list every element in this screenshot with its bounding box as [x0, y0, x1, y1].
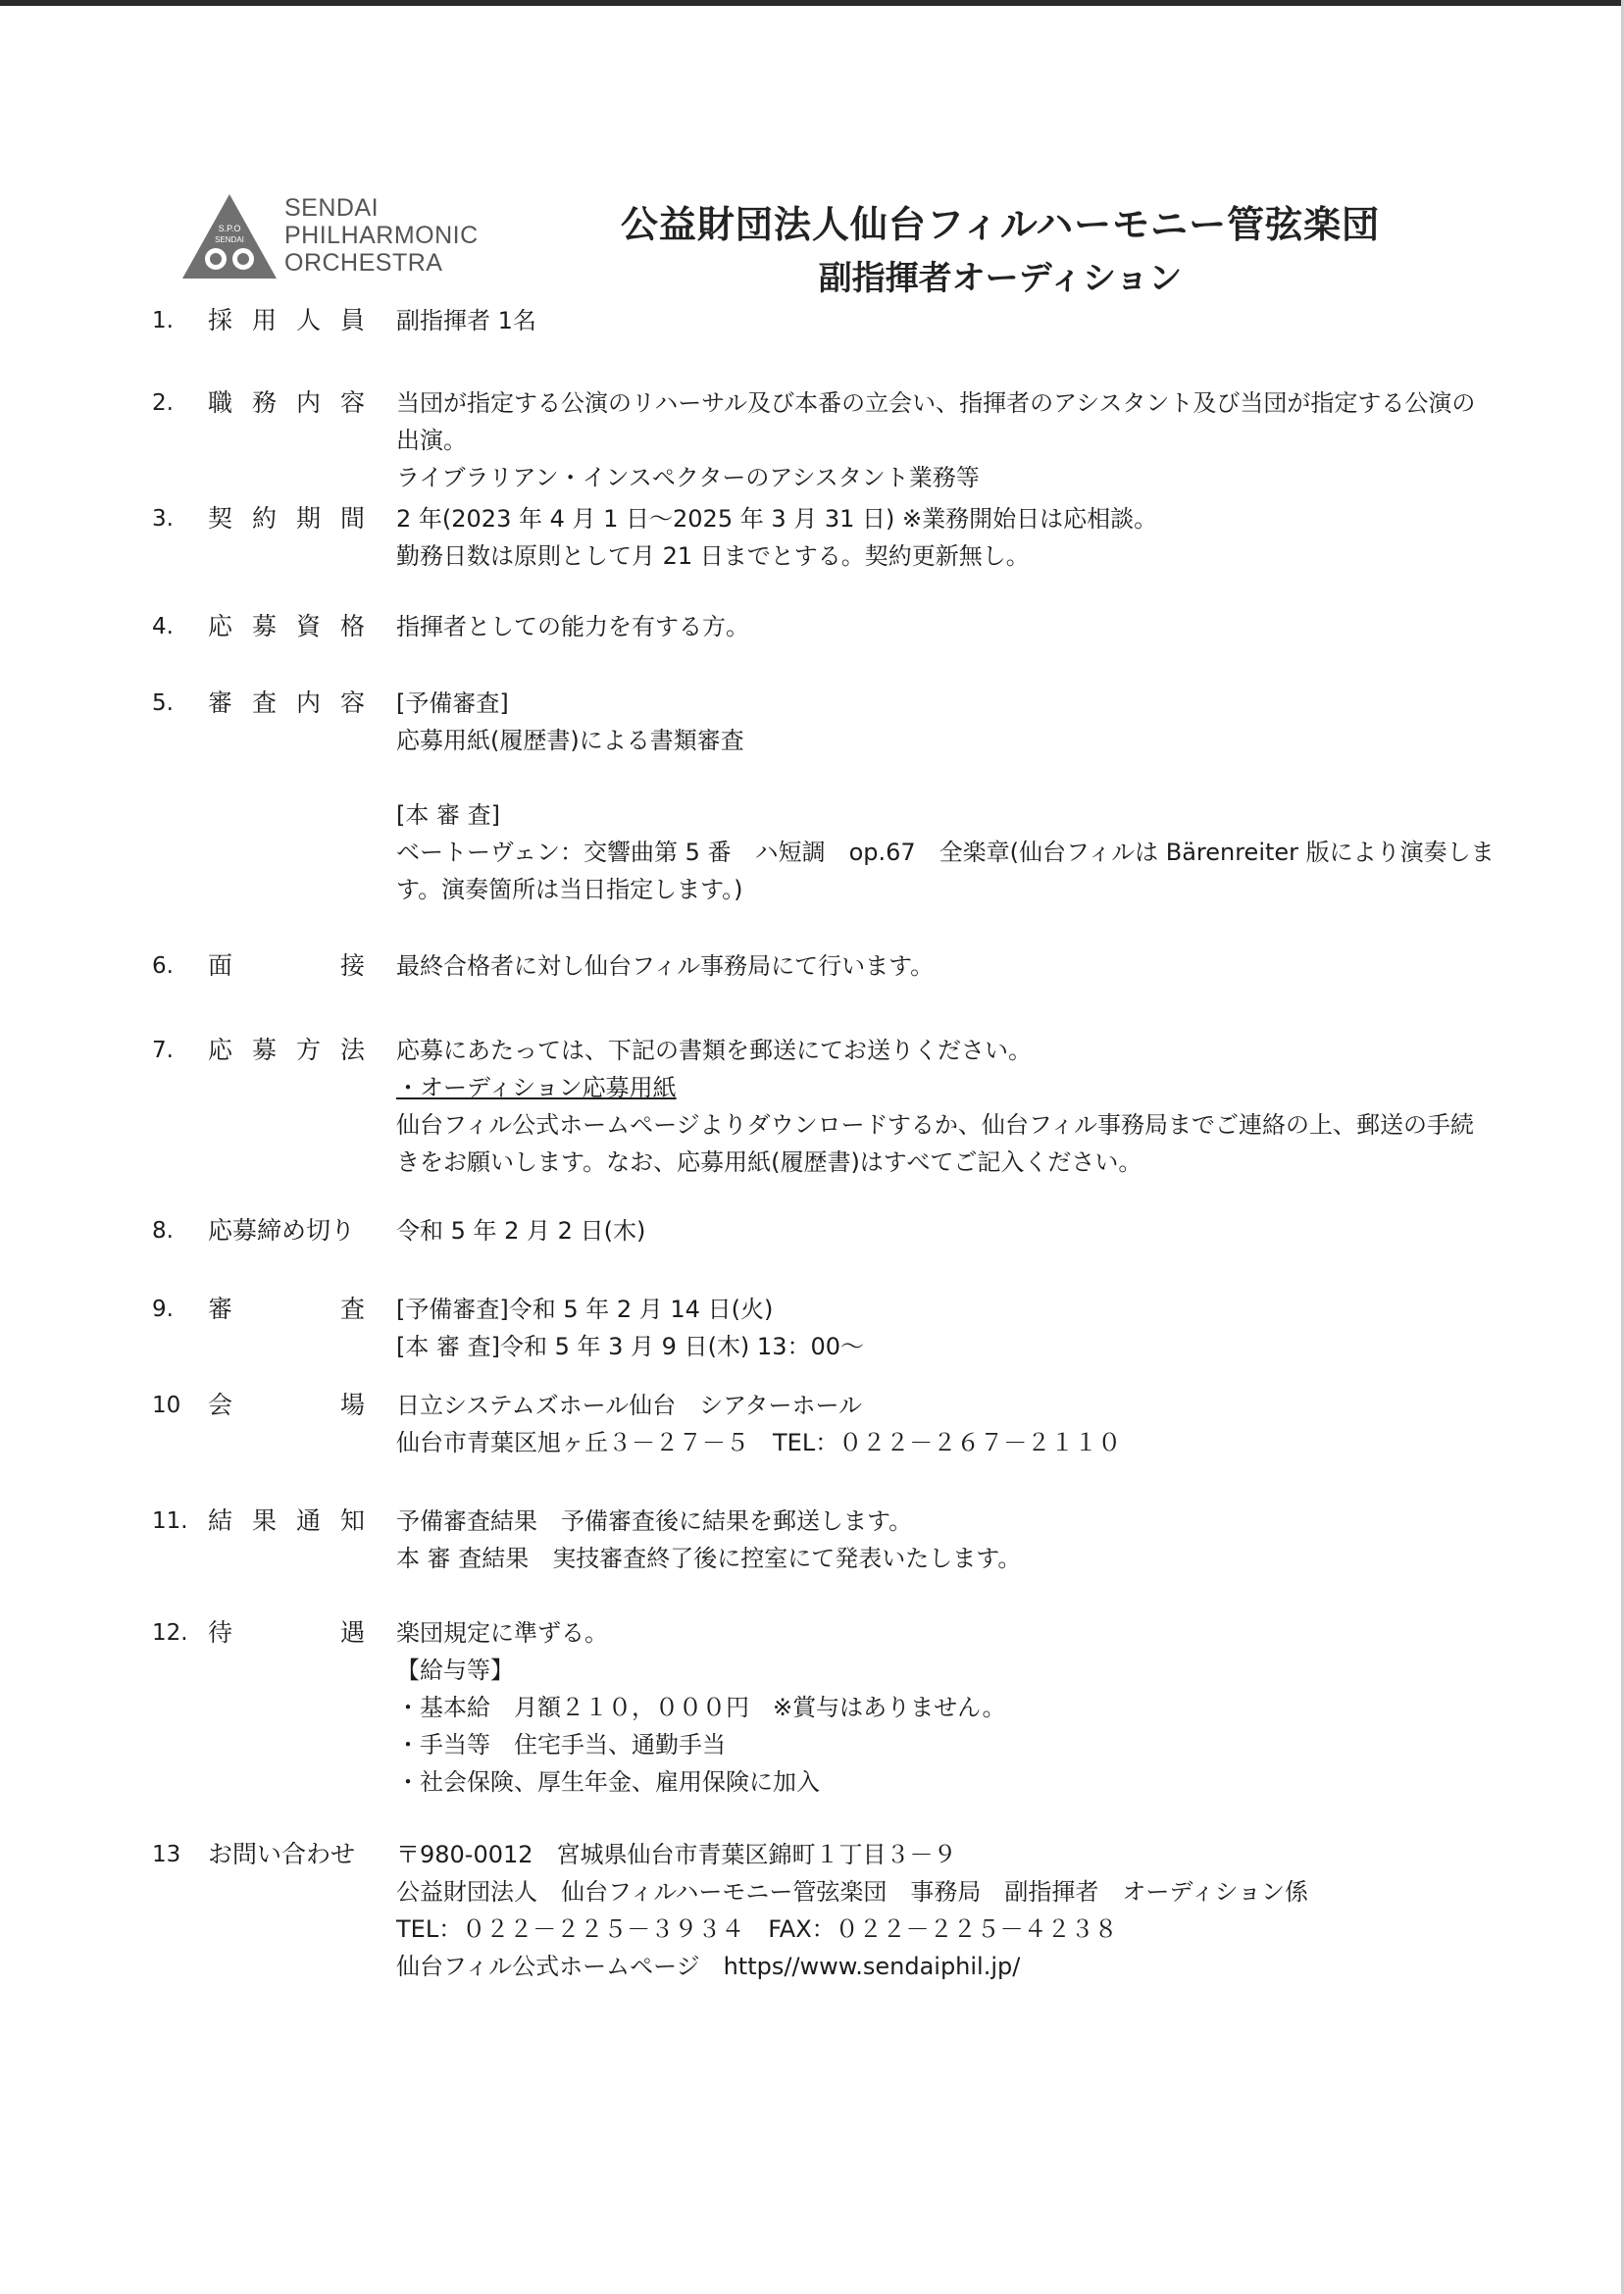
section-line: 最終合格者に対し仙台フィル事務局にて行います。 [396, 952, 935, 980]
section-label-char: 査 [251, 688, 277, 717]
section-number: 6. [152, 953, 174, 979]
section-label-char: 期 [295, 504, 321, 533]
section-line: 勤務日数は原則として月 21 日までとする。契約更新無し。 [396, 542, 1030, 570]
section-content [396, 1032, 1495, 1181]
section-label-char: 応 [208, 1036, 233, 1064]
section-line: [本 審 査] [396, 801, 500, 829]
section-label [208, 947, 365, 985]
section-number: 9. [152, 1297, 174, 1322]
section-line: 〒980-0012 宮城県仙台市青葉区錦町１丁目３－９ [396, 1841, 957, 1868]
section-label [208, 685, 365, 722]
section-line: [本 審 査]令和 5 年 3 月 9 日(木) 13：00～ [396, 1333, 864, 1360]
section-line: ・社会保険、厚生年金、雇用保険に加入 [396, 1768, 820, 1796]
section-label-char: 会 [208, 1391, 233, 1419]
section-line: 副指揮者 1名 [396, 307, 536, 334]
section-label-char: 内 [295, 388, 321, 417]
section-label-char: 職 [208, 388, 233, 417]
logo-badge-text-2: SENDAI [215, 235, 244, 244]
section-number: 3. [152, 506, 174, 532]
section-line: 予備審査結果 予備審査後に結果を郵送します。 [396, 1507, 913, 1535]
section-label-char: 採 [208, 306, 233, 334]
section-content [396, 685, 1495, 908]
section-label-char: 待 [208, 1618, 233, 1647]
section-line: TEL：０２２－２２５－３９３４ FAX：０２２－２２５－４２３８ [396, 1915, 1118, 1943]
section-line: ベートーヴェン：交響曲第 5 番 ハ短調 op.67 全楽章(仙台フィルは Bärenreiter 版により演奏します。演奏箇所は当日指定します。) [396, 839, 1495, 903]
section-label [208, 608, 365, 645]
logo-line: SENDAI [284, 194, 380, 222]
section-line: 仙台フィル公式ホームページよりダウンロードするか、仙台フィル事務局までご連絡の上、郵送の手続きをお願いします。なお、応募用紙(履歴書)はすべてご記入ください。 [396, 1111, 1474, 1176]
section-label-char: 場 [339, 1391, 365, 1419]
section-content [396, 1503, 1495, 1577]
section-label-char: 人 [295, 306, 321, 334]
section-label [208, 1212, 365, 1249]
section-line [396, 759, 1495, 796]
section-label-char: 知 [339, 1506, 365, 1535]
section-line: 応募用紙(履歴書)による書類審査 [396, 727, 744, 754]
section-label [208, 1836, 365, 1873]
section-content [396, 302, 1495, 339]
section-label-char: 査 [339, 1295, 365, 1323]
section-label [208, 1387, 365, 1424]
section-line: 【給与等】 [396, 1657, 514, 1684]
section-line: 令和 5 年 2 月 2 日(木) [396, 1217, 646, 1245]
page-title: 公益財団法人仙台フィルハーモニー管弦楽団 [620, 203, 1381, 246]
section-line: 楽団規定に準ずる。 [396, 1619, 608, 1647]
section-content [396, 1836, 1495, 1985]
section-content [396, 1614, 1495, 1801]
triangle-logo-icon [180, 192, 279, 280]
section-label-char: 方 [295, 1036, 321, 1064]
section-label-char: 用 [251, 306, 277, 334]
section-label-char: 審 [208, 688, 233, 717]
section-number: 10 [152, 1393, 181, 1418]
section-label-char: お問い合わせ [208, 1840, 356, 1868]
section-label [208, 1291, 365, 1328]
section-label-char: 約 [251, 504, 277, 533]
section-label-char: 容 [339, 688, 365, 717]
section-label-char: 契 [208, 504, 233, 533]
section-label-char: 募 [251, 612, 277, 640]
section-number: 5. [152, 690, 174, 716]
section-line: 公益財団法人 仙台フィルハーモニー管弦楽団 事務局 副指揮者 オーディション係 [396, 1878, 1308, 1906]
page-subtitle: 副指揮者オーディション [818, 259, 1183, 298]
section-label-char: 面 [208, 951, 233, 980]
section-line: 日立システムズホール仙台 シアターホール [396, 1392, 862, 1419]
section-number: 12. [152, 1620, 188, 1646]
section-label-char: 接 [339, 951, 365, 980]
section-content [396, 1291, 1495, 1365]
section-content [396, 608, 1495, 645]
section-line: 仙台市青葉区旭ヶ丘３－２７－５ TEL：０２２－２６７－２１１０ [396, 1429, 1122, 1456]
section-label [208, 302, 365, 339]
logo-badge-text-1: S.P.O [218, 224, 241, 233]
section-number: 2. [152, 390, 174, 416]
section-label-char: 応募締め切り [208, 1216, 356, 1245]
section-label-char: 法 [339, 1036, 365, 1064]
section-content [396, 1212, 1495, 1249]
section-label-char: 資 [295, 612, 321, 640]
section-label-char: 果 [251, 1506, 277, 1535]
section-content [396, 500, 1495, 575]
section-label [208, 1614, 365, 1652]
section-label-char: 格 [339, 612, 365, 640]
logo-line: ORCHESTRA [284, 249, 443, 277]
section-line: 本 審 査結果 実技審査終了後に控室にて発表いたします。 [396, 1545, 1022, 1572]
section-line: 指揮者としての能力を有する方。 [396, 613, 749, 640]
section-line: ・手当等 住宅手当、通勤手当 [396, 1731, 726, 1759]
section-label-char: 遇 [339, 1618, 365, 1647]
section-line: 仙台フィル公式ホームページ https//www.sendaiphil.jp/ [396, 1953, 1021, 1980]
section-line: 応募にあたっては、下記の書類を郵送にてお送りください。 [396, 1037, 1032, 1064]
section-label-char: 通 [295, 1506, 321, 1535]
section-line: 2 年(2023 年 4 月 1 日～2025 年 3 月 31 日) ※業務開始日は応相談。 [396, 505, 1158, 533]
section-line: [予備審査] [396, 689, 509, 717]
section-number: 13 [152, 1842, 181, 1867]
section-line: 当団が指定する公演のリハーサル及び本番の立会い、指揮者のアシスタント及び当団が指定する公演の出演。 [396, 389, 1476, 454]
section-label-char: 員 [339, 306, 365, 334]
section-content [396, 1387, 1495, 1461]
section-content [396, 384, 1495, 496]
section-number: 4. [152, 614, 174, 639]
section-label [208, 1503, 365, 1540]
scan-top-edge [0, 0, 1624, 6]
section-number: 8. [152, 1218, 174, 1244]
section-label-char: 審 [208, 1295, 233, 1323]
section-number: 7. [152, 1038, 174, 1063]
section-number: 11. [152, 1508, 188, 1534]
section-line: ライブラリアン・インスペクターのアシスタント業務等 [396, 464, 980, 491]
logo-wordmark [284, 194, 479, 277]
section-label-char: 務 [251, 388, 277, 417]
logo-line: PHILHARMONIC [284, 222, 479, 249]
section-line: ・基本給 月額２１０，０００円 ※賞与はありません。 [396, 1694, 1006, 1721]
section-line: [予備審査]令和 5 年 2 月 14 日(火) [396, 1296, 774, 1323]
section-line: ・オーディション応募用紙 [396, 1074, 677, 1101]
section-label [208, 500, 365, 537]
section-label-char: 応 [208, 612, 233, 640]
section-label [208, 384, 365, 422]
section-content [396, 947, 1495, 985]
section-number: 1. [152, 308, 174, 333]
section-label-char: 内 [295, 688, 321, 717]
section-label [208, 1032, 365, 1069]
section-label-char: 容 [339, 388, 365, 417]
section-label-char: 間 [339, 504, 365, 533]
section-label-char: 募 [251, 1036, 277, 1064]
section-label-char: 結 [208, 1506, 233, 1535]
orchestra-logo [180, 192, 494, 290]
